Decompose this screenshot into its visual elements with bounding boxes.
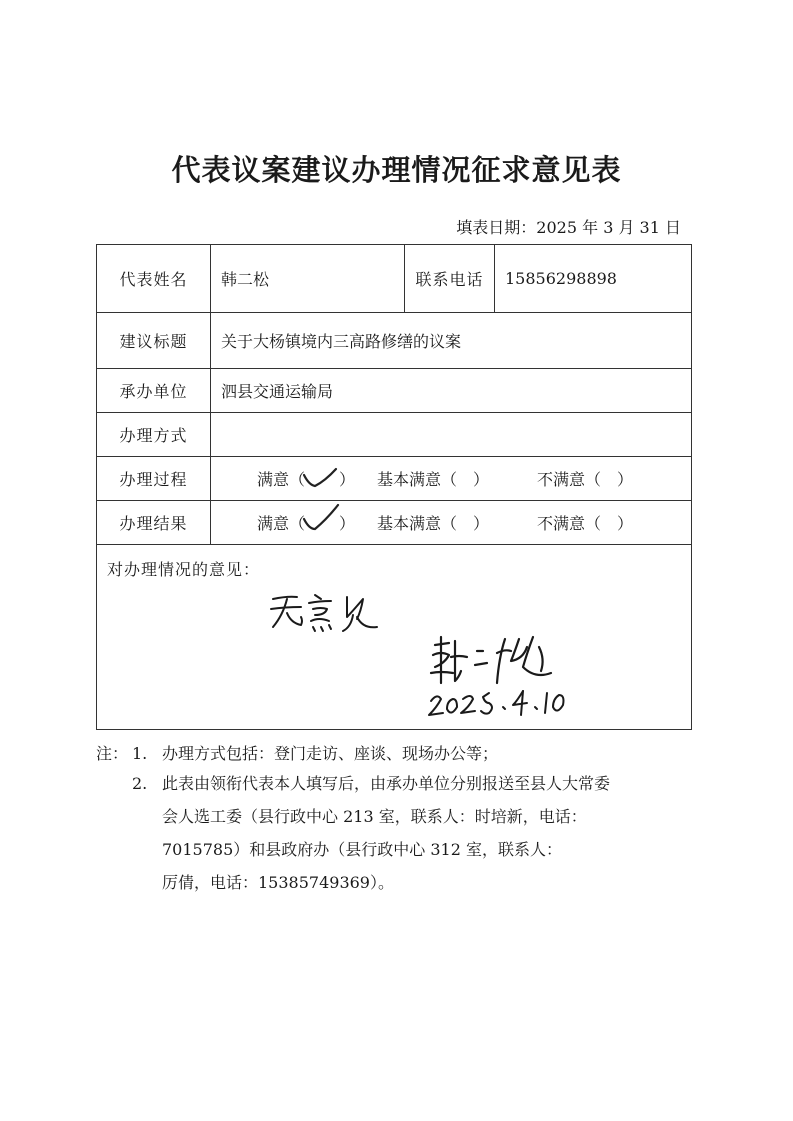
process-checkmark-icon (301, 465, 339, 491)
process-satisfied-text: 满意（ (257, 470, 306, 489)
fill-date: 填表日期：2025 年 3 月 31 日 (456, 218, 681, 237)
opinion-label: 对办理情况的意见： (107, 560, 261, 579)
phone-label: 联系电话 (405, 245, 495, 312)
note-2-line-2: 会人选工委（县行政中心 213 室，联系人：时培新，电话： (162, 807, 587, 826)
note-2-line-1: 此表由领衔代表本人填写后，由承办单位分别报送至县人大常委 (162, 774, 611, 793)
process-label: 办理过程 (97, 457, 211, 500)
row-process (97, 457, 691, 501)
result-satisfied-option[interactable] (257, 501, 355, 544)
row-method (97, 413, 691, 457)
process-unsatisfied-option[interactable]: 不满意（ ） (537, 470, 634, 489)
result-label: 办理结果 (97, 501, 211, 544)
handwritten-date-icon (427, 683, 577, 723)
handwritten-opinion-icon (267, 587, 387, 637)
row-representative (97, 245, 691, 313)
page-title: 代表议案建议办理情况征求意见表 (171, 153, 622, 187)
row-opinion (97, 545, 691, 728)
row-subject (97, 313, 691, 369)
rep-name-value: 韩二松 (211, 245, 405, 312)
row-handler (97, 369, 691, 413)
handler-value: 泗县交通运输局 (221, 382, 334, 401)
result-satisfied-text: 满意（ (257, 514, 306, 533)
subject-value: 关于大杨镇境内三高路修缮的议案 (221, 332, 462, 351)
result-unsatisfied-option[interactable]: 不满意（ ） (537, 514, 634, 533)
process-basic-option[interactable]: 基本满意（ ） (377, 470, 490, 489)
note-2-line-4: 厉倩，电话：15385749369）。 (162, 873, 394, 892)
phone-value: 15856298898 (505, 269, 617, 288)
note-1-text: 办理方式包括：登门走访、座谈、现场办公等； (162, 744, 499, 763)
note-2-line-3: 7015785）和县政府办（县行政中心 312 室，联系人： (162, 840, 562, 859)
subject-label: 建议标题 (97, 313, 211, 368)
handler-label: 承办单位 (97, 369, 211, 412)
row-result (97, 501, 691, 545)
process-satisfied-close: ） (339, 470, 356, 489)
method-value (211, 413, 221, 456)
result-basic-option[interactable]: 基本满意（ ） (377, 514, 490, 533)
note-prefix: 注： (96, 744, 129, 763)
note-2-number: 2. (132, 774, 148, 793)
result-satisfied-close: ） (339, 514, 356, 533)
rep-name-label: 代表姓名 (97, 245, 211, 312)
method-label: 办理方式 (97, 413, 211, 456)
note-1-number: 1. (132, 744, 148, 763)
opinion-form (96, 244, 692, 730)
process-satisfied-option[interactable] (257, 457, 355, 500)
result-checkmark-icon (301, 503, 341, 535)
